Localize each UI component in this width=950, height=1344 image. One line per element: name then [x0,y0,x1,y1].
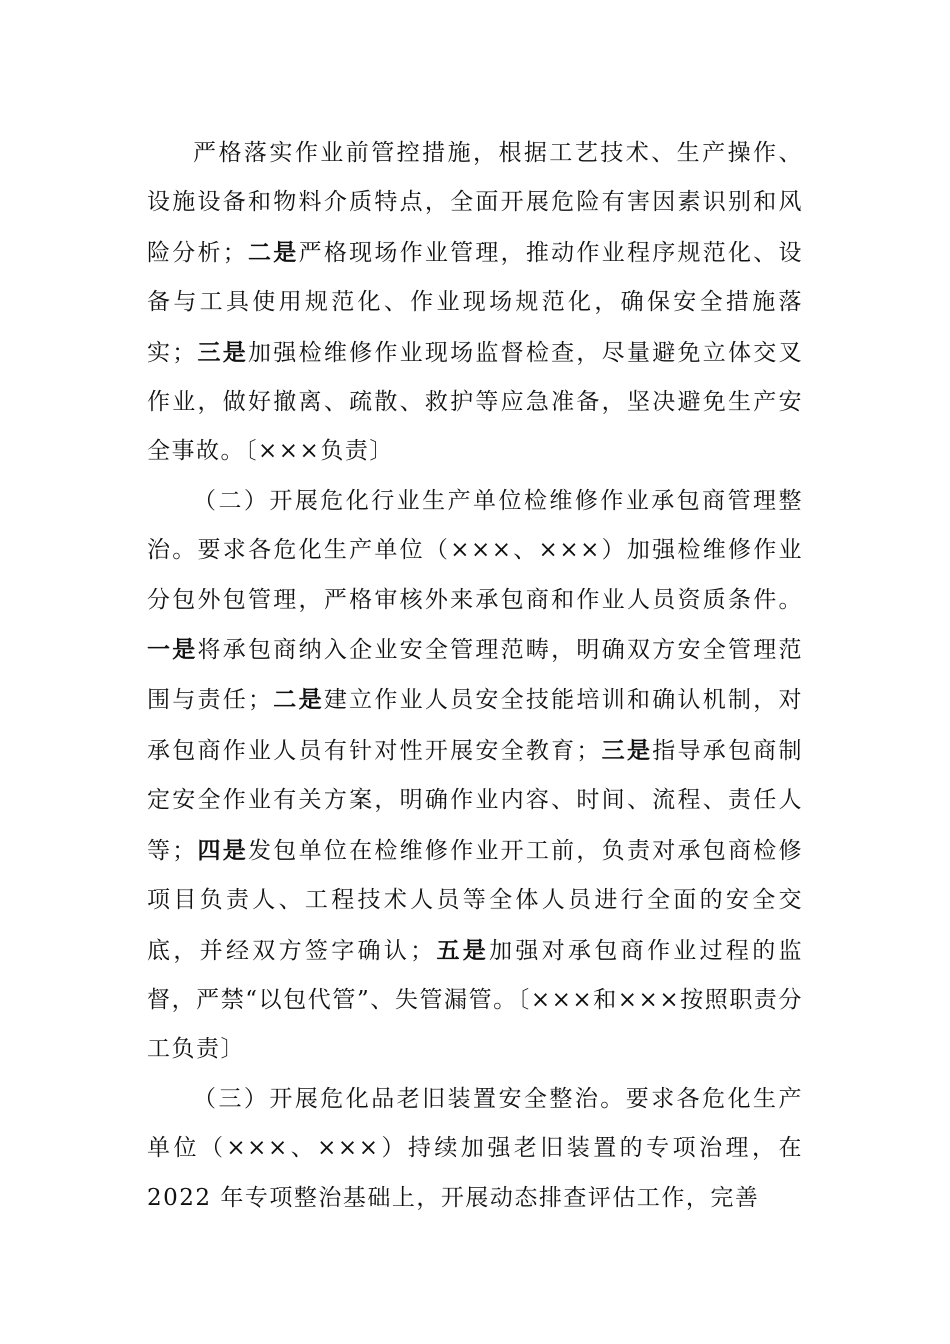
paragraph-pre-work-controls [147,129,803,477]
section-heading-text: （三）开展危化品老旧装置安全整治。要求各危化生产单位（×××、×××）持续加强老旧装置的专项治理，在 2022 年专项整治基础上，开展动态排查评估工作，完善 [147,1085,803,1211]
text-segment: 指导承包商制定安全作业有关方案，明确作业内容、时间、流程、责任人等； [147,737,804,864]
document-body [147,129,803,1223]
keyword-fourth: 四是 [196,836,249,864]
text-segment: 发包单位在检维修作业开工前，负责对承包商检修项目负责人、工程技术人员等全体人员进行全面的安全交底，并经双方签字确认； [147,837,804,964]
paragraph-old-equipment [147,1075,803,1223]
keyword-third: 三是 [600,736,653,764]
keyword-fifth: 五是 [434,936,490,964]
text-segment: 建立作业人员安全技能培训和确认机制，对承包商作业人员有针对性开展安全教育； [147,687,804,764]
text-segment: 将承包商纳入企业安全管理范畴，明确双方安全管理范围与责任； [147,637,804,714]
text-segment: 严格现场作业管理，推动作业程序规范化、设备与工具使用规范化、作业现场规范化，确保安全措施落实； [147,239,804,366]
text-segment: 加强对承包商作业过程的监督，严禁“以包代管”、失管漏管。〔×××和×××按照职责分工负责〕 [147,937,803,1063]
paragraph-contractor-management [147,477,803,1075]
keyword-first: 一是 [147,636,198,664]
text-segment: 严格落实作业前管控措施，根据工艺技术、生产操作、设施设备和物料介质特点，全面开展危险有害因素识别和风险分析； [147,140,803,266]
keyword-second: 二是 [247,238,299,266]
keyword-second: 二是 [272,686,324,714]
section-heading-text: （二）开展危化行业生产单位检维修作业承包商管理整治。要求各危化生产单位（×××、×××）加强检维修作业分包外包管理，严格审核外来承包商和作业人员资质条件。 [147,487,803,613]
text-segment: 加强检维修作业现场监督检查，尽量避免立体交叉作业，做好撤离、疏散、救护等应急准备，坚决避免生产安全事故。〔×××负责〕 [147,339,804,465]
keyword-third: 三是 [196,338,249,366]
